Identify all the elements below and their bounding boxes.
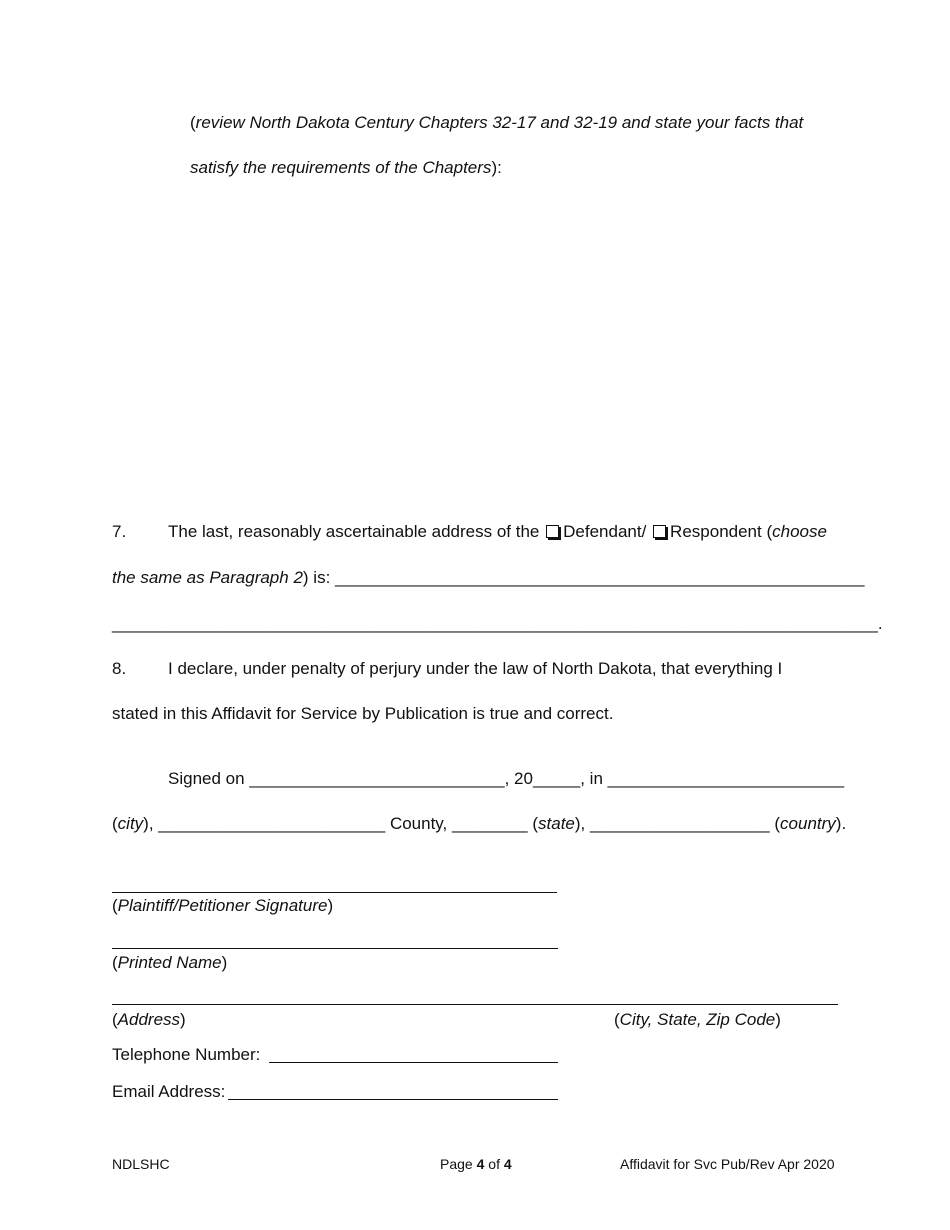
para7-number: 7. <box>112 522 127 541</box>
respondent-label: Respondent <box>670 522 762 541</box>
city-state-zip-label: (City, State, Zip Code) <box>614 1010 781 1029</box>
para8-number: 8. <box>112 659 127 678</box>
place-blank[interactable]: _________________________ <box>607 769 845 788</box>
telephone-label: Telephone Number: <box>112 1045 261 1064</box>
date-blank[interactable]: ___________________________ <box>249 769 505 788</box>
address-line[interactable] <box>112 1004 838 1005</box>
defendant-checkbox[interactable] <box>546 525 559 538</box>
defendant-label: Defendant/ <box>563 522 647 541</box>
signed-line-1: Signed on ___________________________, 20_____, in _________________________ <box>168 769 845 788</box>
county-blank[interactable]: ________________________ <box>158 814 386 833</box>
printed-name-label: (Printed Name) <box>112 953 228 972</box>
para7-line-1: The last, reasonably ascertainable address of the Defendant/ Respondent (choose <box>168 522 827 541</box>
state-blank[interactable]: ________ <box>452 814 528 833</box>
email-label: Email Address: <box>112 1082 226 1101</box>
printed-name-line[interactable] <box>112 948 558 949</box>
signed-line-2: (city), ________________________ County, ________ (state), ___________________ (country). <box>112 814 847 833</box>
para7-line-2: the same as Paragraph 2) is: ________________________________________________________ <box>112 568 865 587</box>
para8-line-1: I declare, under penalty of perjury under the law of North Dakota, that everything I <box>168 659 783 678</box>
telephone-field[interactable] <box>269 1062 558 1063</box>
footer-left: NDLSHC <box>112 1156 170 1172</box>
instruction-line-2: satisfy the requirements of the Chapters): <box>190 158 502 177</box>
year-blank[interactable]: _____ <box>532 769 581 788</box>
footer-right: Affidavit for Svc Pub/Rev Apr 2020 <box>620 1156 835 1172</box>
respondent-checkbox[interactable] <box>653 525 666 538</box>
email-field[interactable] <box>228 1099 558 1100</box>
signature-line[interactable] <box>112 892 557 893</box>
address-blank-2[interactable]: _________________________________________________________________________________. <box>112 614 883 633</box>
country-blank[interactable]: ___________________ <box>590 814 770 833</box>
address-blank-1[interactable]: ________________________________________________________ <box>335 568 865 587</box>
instruction-line-1: (review North Dakota Century Chapters 32-17 and 32-19 and state your facts that <box>190 113 804 132</box>
address-label: (Address) <box>112 1010 186 1029</box>
signature-label: (Plaintiff/Petitioner Signature) <box>112 896 334 915</box>
footer-page-number: Page 4 of 4 <box>440 1156 512 1172</box>
para8-line-2: stated in this Affidavit for Service by Publication is true and correct. <box>112 704 614 723</box>
